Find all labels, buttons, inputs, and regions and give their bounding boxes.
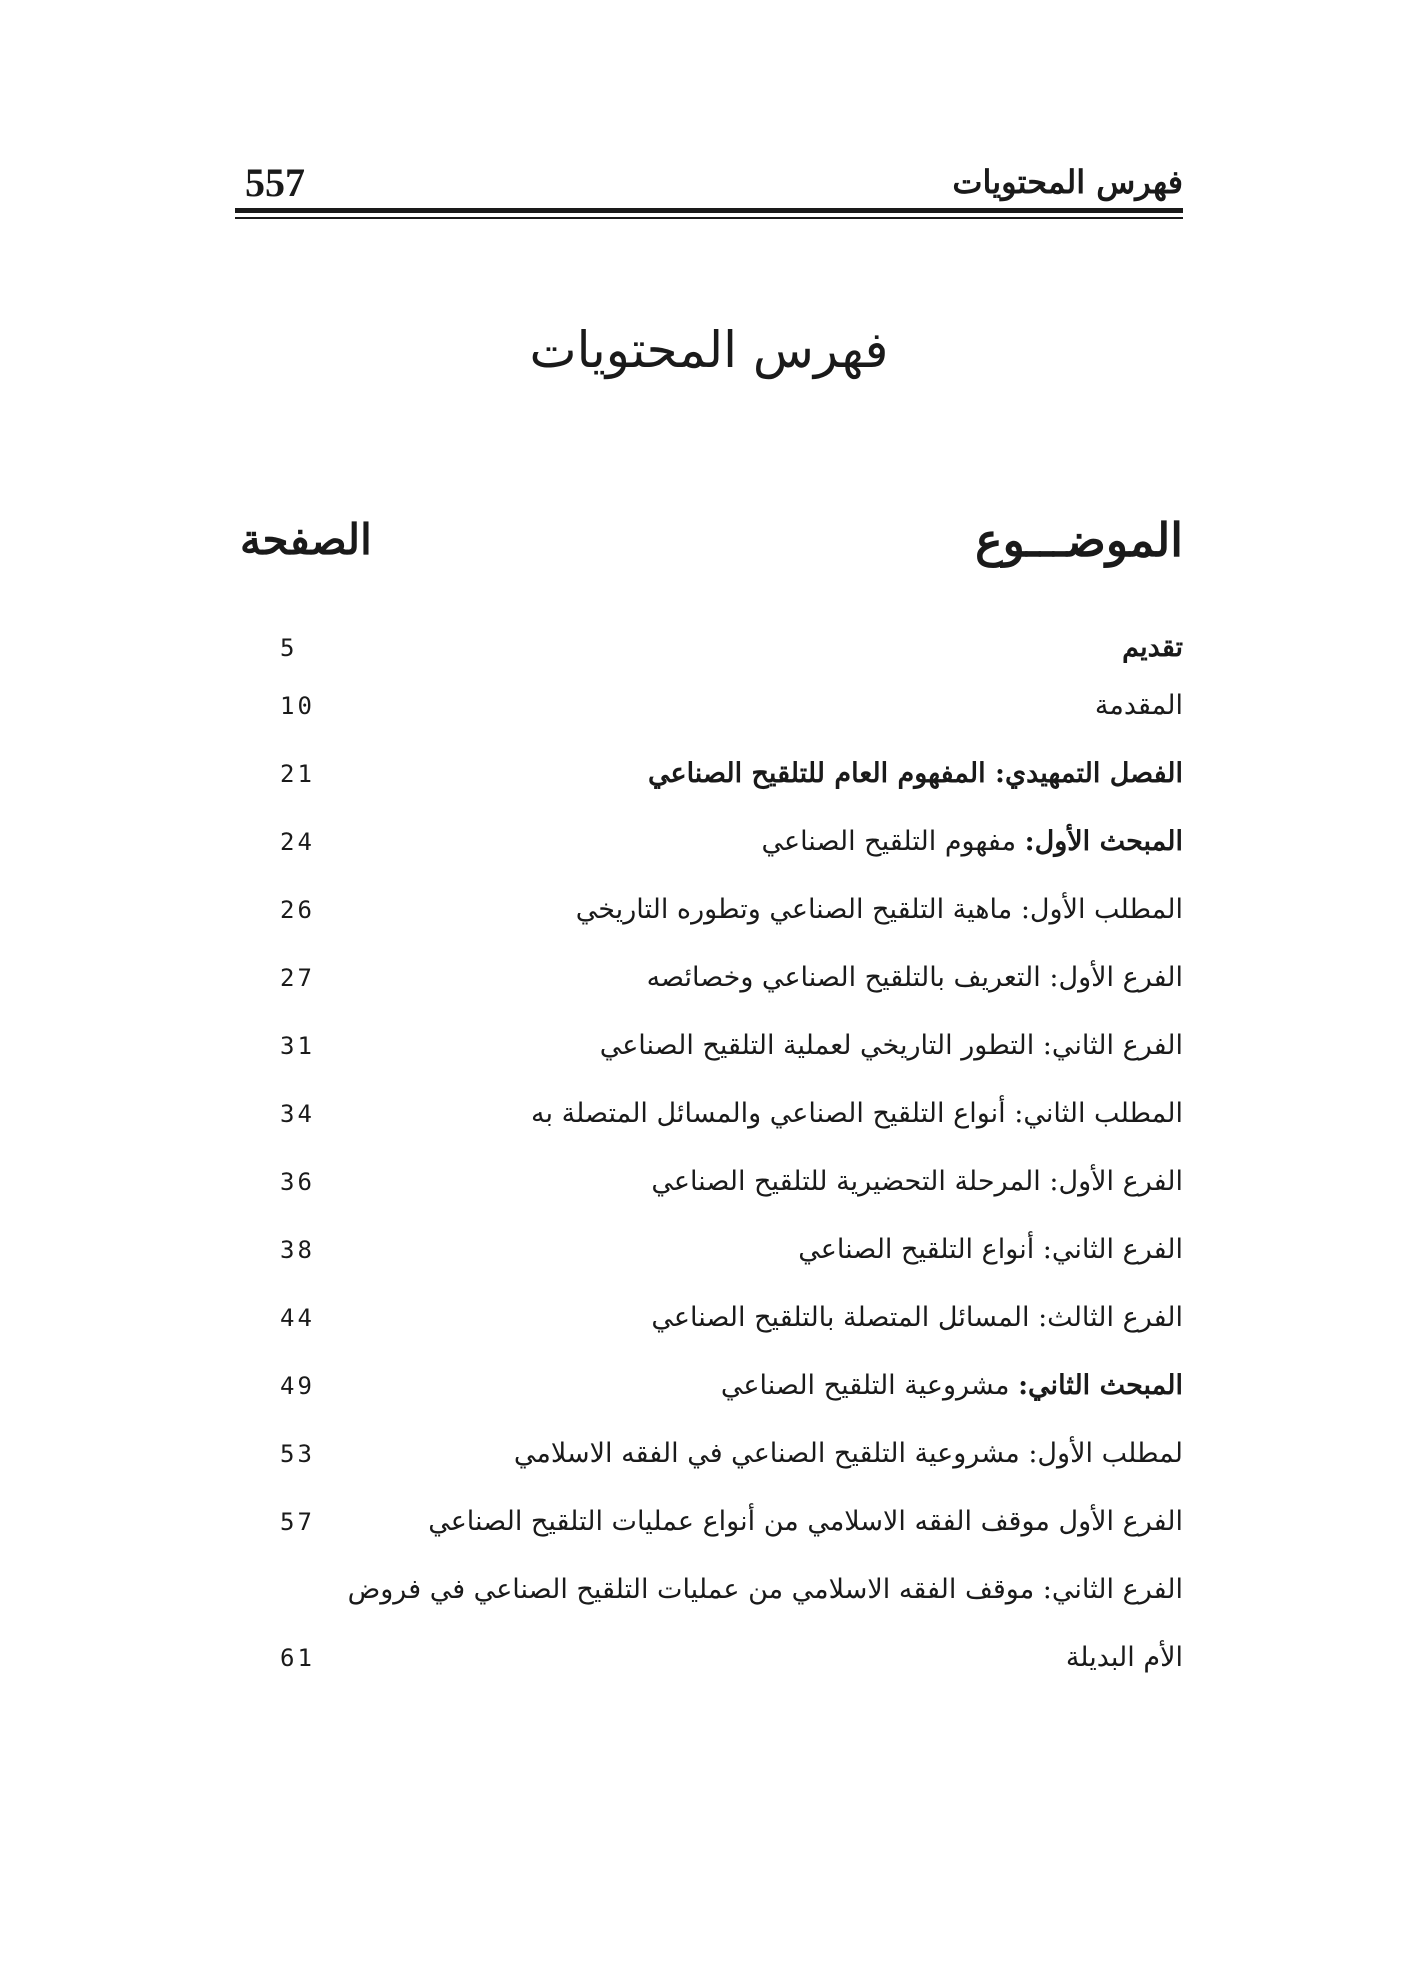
toc-entry-title <box>721 1356 1183 1416</box>
toc-entry-rest: الفرع الأول: المرحلة التحضيرية للتلقيح الصناعي <box>651 1166 1183 1197</box>
toc-entry-page: 34 <box>280 1100 315 1128</box>
toc-entry-title <box>576 880 1183 940</box>
toc-entry-title <box>1095 676 1183 736</box>
toc-entry-title <box>1122 618 1183 678</box>
column-header-page: الصفحة <box>240 515 372 564</box>
toc-entry-rest: مشروعية التلقيح الصناعي <box>720 1370 1019 1401</box>
toc-entry-title <box>531 1084 1183 1144</box>
toc-entry-rest: الفرع الأول: التعريف بالتلقيح الصناعي وخصائصه <box>646 962 1183 993</box>
toc-entry-page: 26 <box>280 896 315 924</box>
toc-entry-rest: الفرع الأول موقف الفقه الاسلامي من أنواع عمليات التلقيح الصناعي <box>428 1506 1183 1537</box>
toc-entry-bold-part: تقديم <box>1122 632 1183 663</box>
toc-entry <box>235 1424 1183 1484</box>
toc-entry-page: 36 <box>280 1168 315 1196</box>
toc-entry-rest: لمطلب الأول: مشروعية التلقيح الصناعي في الفقه الاسلامي <box>513 1438 1183 1469</box>
header-rule-thick <box>235 208 1183 213</box>
page-number: 557 <box>245 160 305 205</box>
toc-entry-rest: الفرع الثاني: أنواع التلقيح الصناعي <box>798 1234 1183 1265</box>
toc-entry-title <box>798 1220 1183 1280</box>
column-header-topic: الموضـــوع <box>975 513 1183 567</box>
header-rule-thin <box>235 217 1183 219</box>
toc-entry-page: 10 <box>280 692 315 720</box>
toc-entry-page: 61 <box>280 1644 315 1672</box>
running-title: فهرس المحتويات <box>952 163 1183 201</box>
toc-entry-title <box>348 1560 1183 1620</box>
toc-entry <box>235 880 1183 940</box>
toc-entry <box>235 1220 1183 1280</box>
toc-entry <box>235 1560 1183 1620</box>
toc-entry-title <box>647 948 1183 1008</box>
toc-entry-rest: الفرع الثالث: المسائل المتصلة بالتلقيح الصناعي <box>651 1302 1183 1333</box>
toc-entry-page: 38 <box>280 1236 315 1264</box>
toc-entry-title <box>651 1152 1183 1212</box>
toc-entry-rest: الأم البديلة <box>1065 1642 1183 1673</box>
toc-entry <box>235 812 1183 872</box>
toc-entry <box>235 1016 1183 1076</box>
toc-entry-rest: المطلب الأول: ماهية التلقيح الصناعي وتطوره التاريخي <box>575 894 1183 925</box>
toc-entry-page: 24 <box>280 828 315 856</box>
toc-entry-title <box>761 812 1183 872</box>
toc-entry-page: 5 <box>280 634 298 662</box>
toc-entry <box>235 948 1183 1008</box>
toc-entry-page: 53 <box>280 1440 315 1468</box>
toc-entry-page: 49 <box>280 1372 315 1400</box>
toc-entry-page: 44 <box>280 1304 315 1332</box>
toc-entry <box>235 1492 1183 1552</box>
toc-entry-title <box>648 744 1183 804</box>
toc-entry <box>235 676 1183 736</box>
toc-entry-page: 21 <box>280 760 315 788</box>
toc-entry-rest: المقدمة <box>1094 690 1183 721</box>
toc-entry <box>235 1084 1183 1144</box>
toc-entry-bold-part: المبحث الأول: <box>1024 826 1183 857</box>
toc-entry-title <box>651 1288 1183 1348</box>
toc-entry-title <box>600 1016 1183 1076</box>
toc-entry-rest: الفرع الثاني: موقف الفقه الاسلامي من عمليات التلقيح الصناعي في فروض <box>347 1574 1183 1605</box>
toc-entry <box>235 1356 1183 1416</box>
toc-entry-rest: مفهوم التلقيح الصناعي <box>761 826 1025 857</box>
toc-entry-title <box>428 1492 1183 1552</box>
toc-entry-rest: الفرع الثاني: التطور التاريخي لعملية التلقيح الصناعي <box>599 1030 1183 1061</box>
toc-entry <box>235 1288 1183 1348</box>
toc-entry-title <box>514 1424 1183 1484</box>
toc-entry <box>235 1628 1183 1688</box>
toc-entry-bold-part: المبحث الثاني: <box>1018 1370 1183 1401</box>
main-title: فهرس المحتويات <box>529 321 889 379</box>
toc-entry <box>235 744 1183 804</box>
toc-entry-page: 57 <box>280 1508 315 1536</box>
toc-entry <box>235 618 1183 678</box>
toc-entry-bold-part: الفصل التمهيدي: المفهوم العام للتلقيح الصناعي <box>647 758 1183 789</box>
toc-entry-title <box>1066 1628 1183 1688</box>
toc-entry <box>235 1152 1183 1212</box>
toc-entry-page: 27 <box>280 964 315 992</box>
toc-entry-page: 31 <box>280 1032 315 1060</box>
toc-entry-rest: المطلب الثاني: أنواع التلقيح الصناعي والمسائل المتصلة به <box>531 1098 1183 1129</box>
